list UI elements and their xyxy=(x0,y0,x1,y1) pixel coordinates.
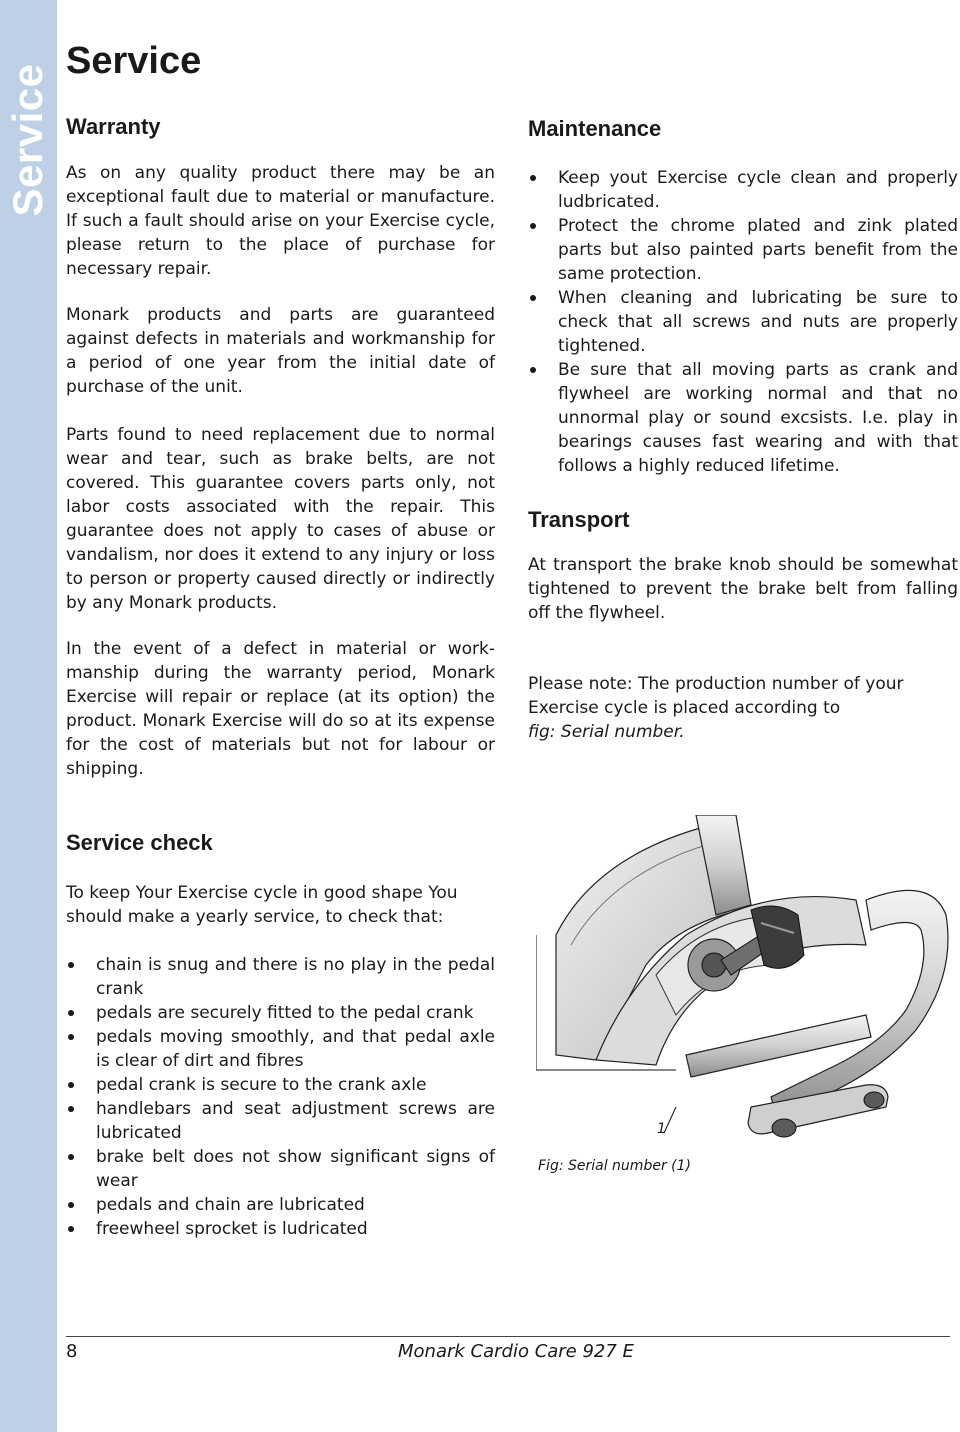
list-item: When cleaning and lubricating be sure to check that all screws and nuts are properly tightened. xyxy=(528,286,958,358)
warranty-paragraph-3: Parts found to need replacement due to normal wear and tear, such as brake belts, are not covered. This guarantee covers parts only, not labor costs associated with the repair. This guarantee does not apply to cases of abuse or vandalism, nor does it extend to any injury or loss to person or property caused directly or indirectly by any Monark products. xyxy=(66,425,495,613)
transport-paragraph: At transport the brake knob should be somewhat tightened to prevent the brake belt from falling off the flywheel. xyxy=(528,555,958,623)
page-title: Service xyxy=(66,40,202,82)
list-item: Protect the chrome plated and zink plated parts but also painted parts benefit from the same protection. xyxy=(528,214,958,286)
list-item: brake belt does not show significant signs of wear xyxy=(66,1145,495,1193)
list-item: pedal crank is secure to the crank axle xyxy=(66,1073,495,1097)
list-item: Keep yout Exercise cycle clean and properly ludbricated. xyxy=(528,166,958,214)
list-item: freewheel sprocket is ludricated xyxy=(66,1217,495,1241)
serial-number-figure xyxy=(536,815,956,1155)
list-item: handlebars and seat adjustment screws are lubricated xyxy=(66,1097,495,1145)
exercise-cycle-frame-drawing xyxy=(536,815,956,1155)
footer-divider xyxy=(66,1336,950,1337)
warranty-heading: Warranty xyxy=(66,114,161,139)
service-check-heading: Service check xyxy=(66,830,213,855)
maintenance-heading: Maintenance xyxy=(528,116,662,141)
list-item: pedals moving smoothly, and that pedal axle is clear of dirt and fibres xyxy=(66,1025,495,1073)
warranty-paragraph-2: Monark products and parts are guaranteed against defects in materials and workmanship for a period of one year from the initial date of purchase of the unit. xyxy=(66,305,495,397)
warranty-paragraph-1: As on any quality product there may be an exceptional fault due to material or manufacture. If such a fault should arise on your Exercise cycle, please return to the place of purchase for necessary repair. xyxy=(66,163,495,279)
production-number-note xyxy=(528,672,958,744)
list-item: Be sure that all moving parts as crank and flywheel are working normal and that no unnormal play or sound excsists. I.e. play in bearings causes fast wearing and with that follows a highly reduced lifetime. xyxy=(528,358,958,478)
list-item: pedals are securely fitted to the pedal crank xyxy=(66,1001,495,1025)
service-check-intro: To keep Your Exercise cycle in good shape You should make a yearly service, to check that: xyxy=(66,883,458,927)
page-number: 8 xyxy=(66,1341,78,1362)
side-tab xyxy=(0,0,57,1432)
transport-heading: Transport xyxy=(528,507,630,532)
figure-caption: Fig: Serial number (1) xyxy=(538,1158,691,1174)
list-item: chain is snug and there is no play in the pedal crank xyxy=(66,953,495,1001)
side-tab-label: Service xyxy=(4,63,51,217)
service-check-list xyxy=(66,953,495,1241)
serial-number-callout: 1 xyxy=(657,1121,666,1137)
document-name: Monark Cardio Care 927 E xyxy=(398,1341,634,1362)
note-text: Please note: The production number of your Exercise cycle is placed according to xyxy=(528,674,904,718)
list-item: pedals and chain are lubricated xyxy=(66,1193,495,1217)
figure-reference: fig: Serial number. xyxy=(528,722,685,742)
warranty-paragraph-4: In the event of a defect in material or workmanship during the warranty period, Monark Exercise will repair or replace (at its option) the product. Monark Exercise will do so at its expense for the cost of materials but not for labour or shipping. xyxy=(66,639,495,779)
maintenance-list xyxy=(528,166,958,478)
